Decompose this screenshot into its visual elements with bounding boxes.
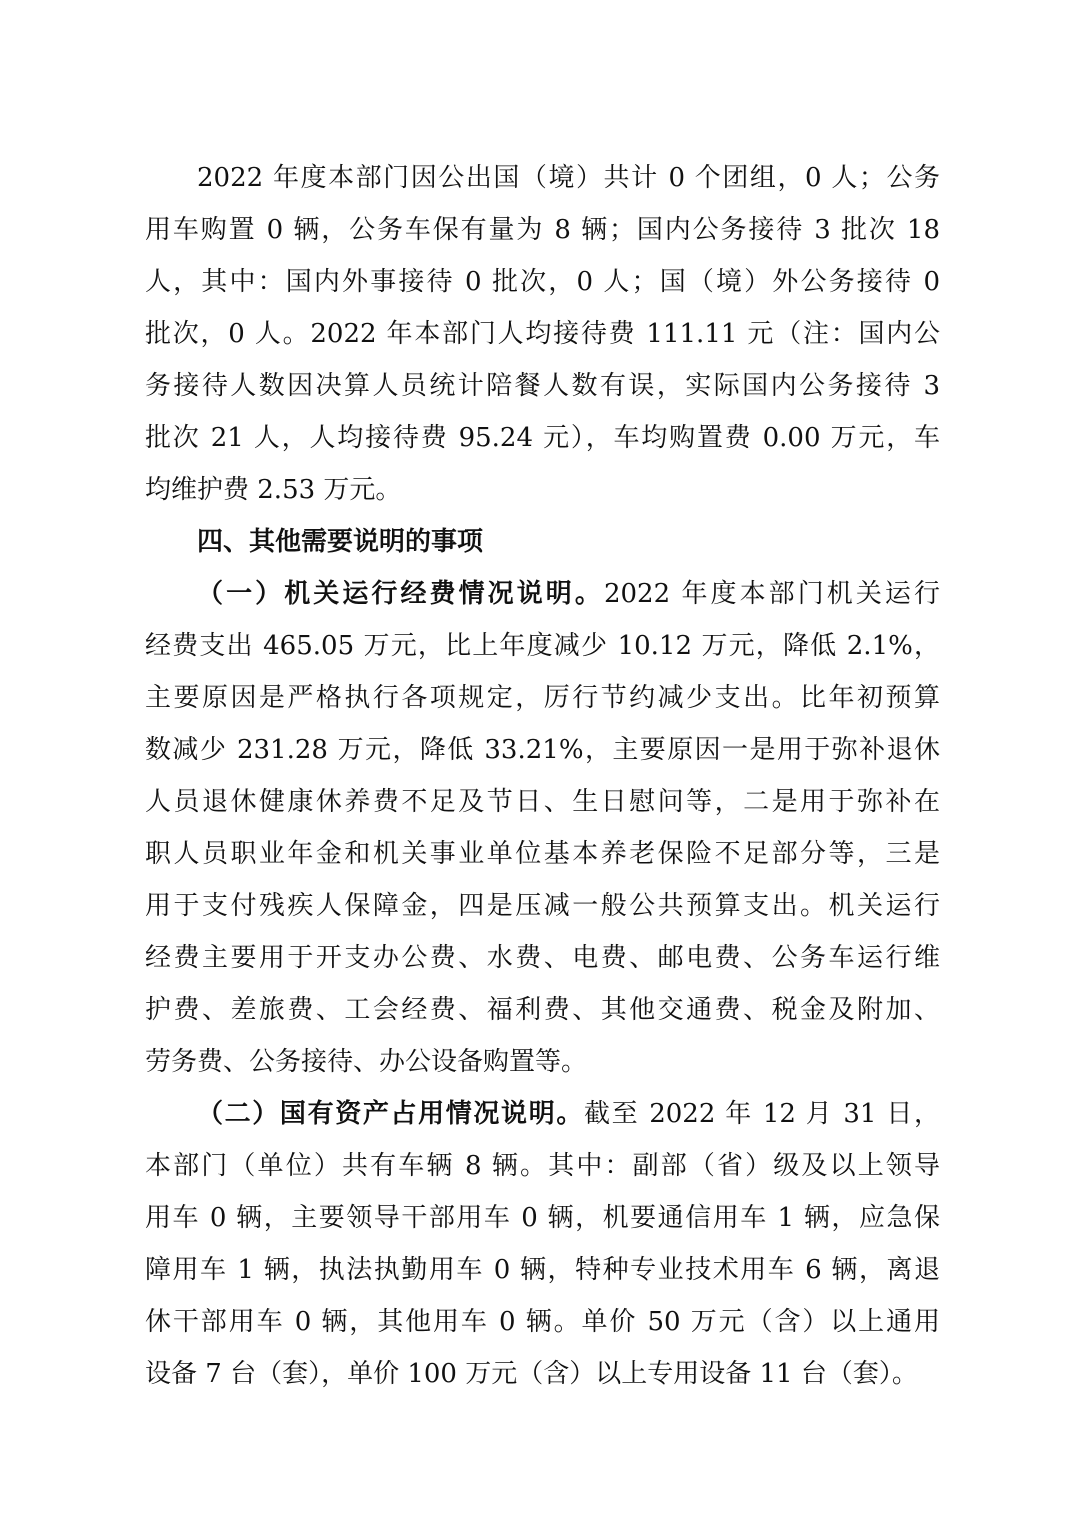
para-1-line-5: 务接待人数因决算人员统计陪餐人数有误，实际国内公务接待 3 bbox=[145, 371, 940, 401]
para-2-line-6: 职人员职业年金和机关事业单位基本养老保险不足部分等，三是 bbox=[145, 839, 940, 869]
para-2-line-8: 经费主要用于开支办公费、水费、电费、邮电费、公务车运行维 bbox=[145, 943, 940, 973]
para-1-line-2: 用车购置 0 辆，公务车保有量为 8 辆；国内公务接待 3 批次 18 bbox=[145, 215, 940, 245]
para-2-line-10: 劳务费、公务接待、办公设备购置等。 bbox=[145, 1047, 588, 1077]
para-3-line-1 bbox=[197, 1096, 940, 1132]
para-2-line-3: 主要原因是严格执行各项规定，厉行节约减少支出。比年初预算 bbox=[145, 683, 940, 713]
para-3-line-2: 本部门（单位）共有车辆 8 辆。其中：副部（省）级及以上领导 bbox=[145, 1151, 940, 1181]
subheading-1: （一）机关运行经费情况说明。 bbox=[197, 579, 604, 609]
para-3-line-1-text: 截至 2022 年 12 月 31 日， bbox=[584, 1099, 940, 1129]
para-3-line-6: 设备 7 台（套），单价 100 万元（含）以上专用设备 11 台（套）。 bbox=[145, 1359, 918, 1389]
para-3-line-3: 用车 0 辆，主要领导干部用车 0 辆，机要通信用车 1 辆，应急保 bbox=[145, 1203, 940, 1233]
para-1-line-1: 2022 年度本部门因公出国（境）共计 0 个团组，0 人；公务 bbox=[197, 163, 940, 193]
subheading-2: （二）国有资产占用情况说明。 bbox=[197, 1099, 584, 1129]
para-1-line-7: 均维护费 2.53 万元。 bbox=[145, 475, 402, 505]
section-heading: 四、其他需要说明的事项 bbox=[197, 527, 484, 557]
para-1-line-4: 批次，0 人。2022 年本部门人均接待费 111.11 元（注：国内公 bbox=[145, 319, 940, 349]
para-2-line-9: 护费、差旅费、工会经费、福利费、其他交通费、税金及附加、 bbox=[145, 995, 940, 1025]
para-2-line-1 bbox=[197, 576, 940, 612]
para-2-line-1-text: 2022 年度本部门机关运行 bbox=[603, 579, 940, 609]
para-2-line-2: 经费支出 465.05 万元，比上年度减少 10.12 万元，降低 2.1%， bbox=[145, 631, 940, 661]
para-3-line-5: 休干部用车 0 辆，其他用车 0 辆。单价 50 万元（含）以上通用 bbox=[145, 1307, 940, 1337]
para-1-line-6: 批次 21 人，人均接待费 95.24 元），车均购置费 0.00 万元，车 bbox=[145, 423, 940, 453]
para-2-line-5: 人员退休健康休养费不足及节日、生日慰问等，二是用于弥补在 bbox=[145, 787, 940, 817]
para-3-line-4: 障用车 1 辆，执法执勤用车 0 辆，特种专业技术用车 6 辆，离退 bbox=[145, 1255, 940, 1285]
para-2-line-7: 用于支付残疾人保障金，四是压减一般公共预算支出。机关运行 bbox=[145, 891, 940, 921]
para-1-line-3: 人，其中：国内外事接待 0 批次，0 人；国（境）外公务接待 0 bbox=[145, 267, 940, 297]
para-2-line-4: 数减少 231.28 万元，降低 33.21%，主要原因一是用于弥补退休 bbox=[145, 735, 940, 765]
